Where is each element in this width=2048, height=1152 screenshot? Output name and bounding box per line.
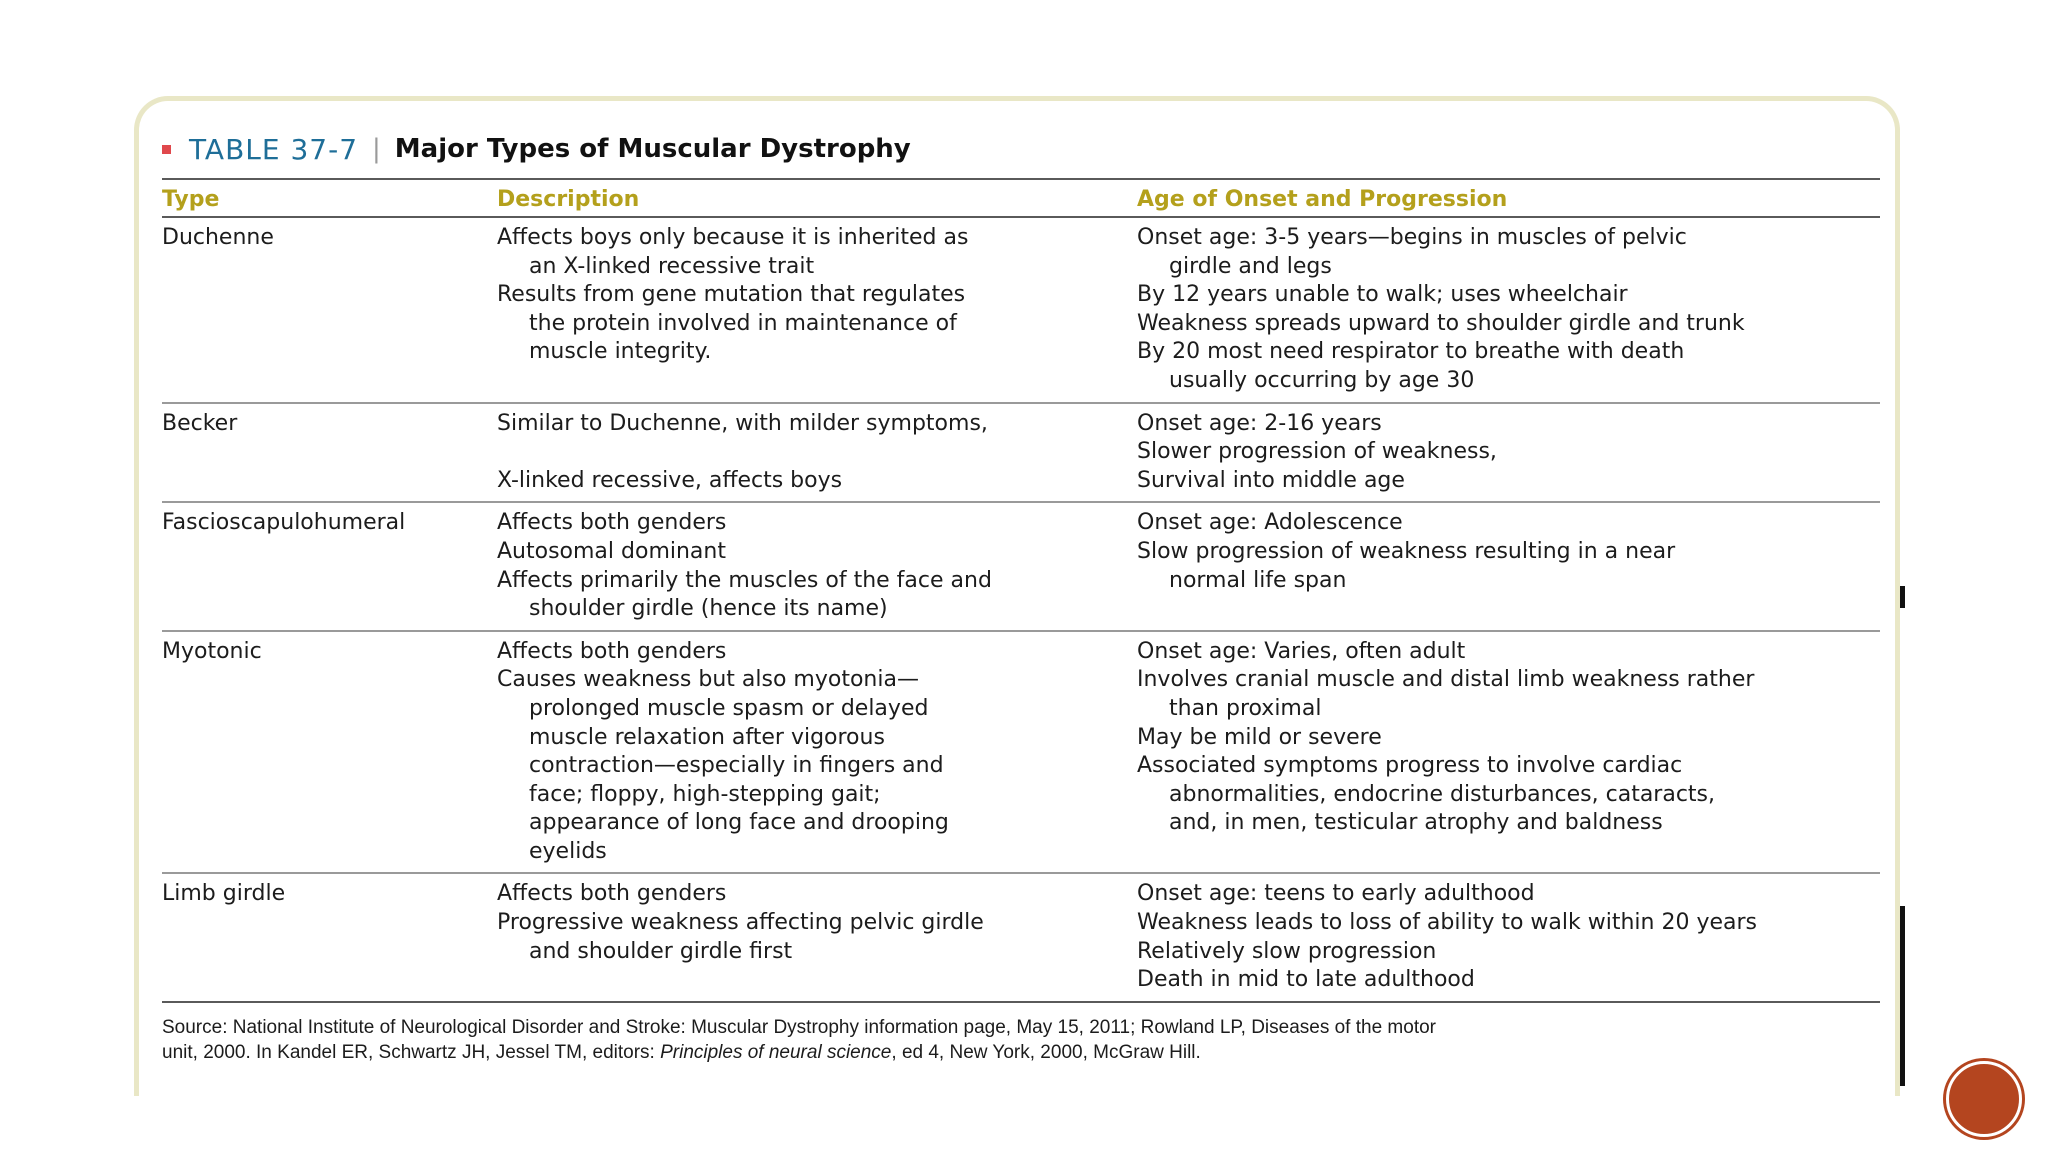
cell-line: muscle relaxation after vigorous [529, 724, 885, 750]
cell-line: Progressive weakness affecting pelvic girdle [497, 910, 984, 936]
cell-line: the protein involved in maintenance of [529, 310, 957, 336]
cell-line: By 12 years unable to walk; uses wheelchair [1137, 282, 1628, 308]
cell-line: normal life span [1169, 567, 1347, 593]
header-onset: Age of Onset and Progression [1137, 179, 1880, 217]
source-text-end: , ed 4, New York, 2000, McGraw Hill. [891, 1041, 1201, 1063]
slide-corner-circle-icon [1946, 1061, 2022, 1137]
cell-line: Relatively slow progression [1137, 938, 1437, 964]
source-line-2 [162, 1040, 1880, 1065]
cell-line: Causes weakness but also myotonia— [497, 667, 919, 693]
cell-line: girdle and legs [1169, 253, 1332, 279]
cell-line: Affects boys only because it is inherited as [497, 225, 969, 250]
cell-line: Survival into middle age [1137, 467, 1405, 493]
cell-description [497, 631, 1137, 874]
cell-line: Involves cranial muscle and distal limb weakness rather [1137, 667, 1755, 693]
cell-line: and, in men, testicular atrophy and baldness [1169, 810, 1663, 836]
cell-line: shoulder girdle (hence its name) [529, 596, 888, 622]
cell-line: Slower progression of weakness, [1137, 439, 1497, 465]
table-row [162, 403, 1880, 503]
cell-line: Death in mid to late adulthood [1137, 967, 1475, 993]
table-row [162, 502, 1880, 630]
cell-type: Duchenne [162, 217, 497, 403]
cell-line: face; floppy, high-stepping gait; [529, 781, 881, 807]
cell-line: Onset age: teens to early adulthood [1137, 881, 1535, 907]
table-row [162, 631, 1880, 874]
cell-line: Associated symptoms progress to involve cardiac [1137, 753, 1683, 779]
cell-line: Autosomal dominant [497, 538, 726, 564]
table-header-row [162, 179, 1880, 217]
cell-line: Affects both genders [497, 510, 727, 536]
cell-line: By 20 most need respirator to breathe with death [1137, 339, 1685, 365]
table-row [162, 217, 1880, 403]
title-separator: | [372, 134, 381, 164]
cell-onset [1137, 403, 1880, 503]
cell-line: Results from gene mutation that regulates [497, 282, 966, 308]
cell-line: Onset age: Varies, often adult [1137, 638, 1466, 664]
dystrophy-table [162, 178, 1880, 1003]
cell-line: Slow progression of weakness resulting in a near [1137, 538, 1676, 564]
table-row [162, 873, 1880, 1001]
cell-line: Onset age: 2-16 years [1137, 410, 1382, 436]
cell-description [497, 873, 1137, 1001]
cell-line: usually occurring by age 30 [1169, 367, 1475, 393]
cell-type: Becker [162, 403, 497, 503]
cell-line: appearance of long face and drooping [529, 810, 949, 836]
cell-line: an X-linked recessive trait [529, 253, 815, 279]
cell-type: Myotonic [162, 631, 497, 874]
cell-line: abnormalities, endocrine disturbances, cataracts, [1169, 781, 1716, 807]
cell-onset [1137, 631, 1880, 874]
table-number: TABLE 37-7 [189, 132, 359, 166]
cell-line: contraction—especially in fingers and [529, 753, 944, 779]
table-title-row [162, 128, 1880, 170]
cell-onset [1137, 217, 1880, 403]
cell-type: Limb girdle [162, 873, 497, 1001]
cell-line: Weakness spreads upward to shoulder girdle and trunk [1137, 310, 1745, 336]
cell-line: than proximal [1169, 695, 1322, 721]
cell-description [497, 217, 1137, 403]
cell-description [497, 403, 1137, 503]
header-description: Description [497, 179, 1137, 217]
table-title: Major Types of Muscular Dystrophy [394, 134, 911, 164]
line-gap [497, 438, 1137, 467]
square-bullet-icon [162, 145, 171, 154]
cell-line: eyelids [529, 838, 607, 864]
source-text: unit, 2000. In Kandel ER, Schwartz JH, Jessel TM, editors: [162, 1041, 661, 1063]
cell-type: Fascioscapulohumeral [162, 502, 497, 630]
cell-line: Similar to Duchenne, with milder symptoms, [497, 410, 988, 436]
cell-line: Weakness leads to loss of ability to walk within 20 years [1137, 910, 1758, 936]
cell-line: Onset age: Adolescence [1137, 510, 1403, 536]
table-container [162, 128, 1880, 1065]
cell-onset [1137, 873, 1880, 1001]
frame-edge-mark-bottom [1900, 906, 1905, 1086]
cell-line: Affects primarily the muscles of the face and [497, 567, 992, 593]
cell-description [497, 502, 1137, 630]
source-line-1: Source: National Institute of Neurological Disorder and Stroke: Muscular Dystrophy information page, May 15, 2011; Rowland LP, Diseases of the motor [162, 1016, 1437, 1038]
cell-line: Onset age: 3-5 years—begins in muscles of pelvic [1137, 225, 1687, 250]
frame-edge-mark-top [1900, 586, 1905, 608]
cell-line: Affects both genders [497, 881, 727, 907]
cell-line: X-linked recessive, affects boys [497, 467, 843, 493]
cell-onset [1137, 502, 1880, 630]
cell-line: muscle integrity. [529, 339, 712, 365]
source-note [162, 1015, 1880, 1065]
cell-line: and shoulder girdle first [529, 938, 793, 964]
cell-line: Affects both genders [497, 638, 727, 664]
cell-line: May be mild or severe [1137, 724, 1382, 750]
header-type: Type [162, 179, 497, 217]
source-book-title: Principles of neural science [660, 1041, 892, 1063]
cell-line: prolonged muscle spasm or delayed [529, 695, 929, 721]
